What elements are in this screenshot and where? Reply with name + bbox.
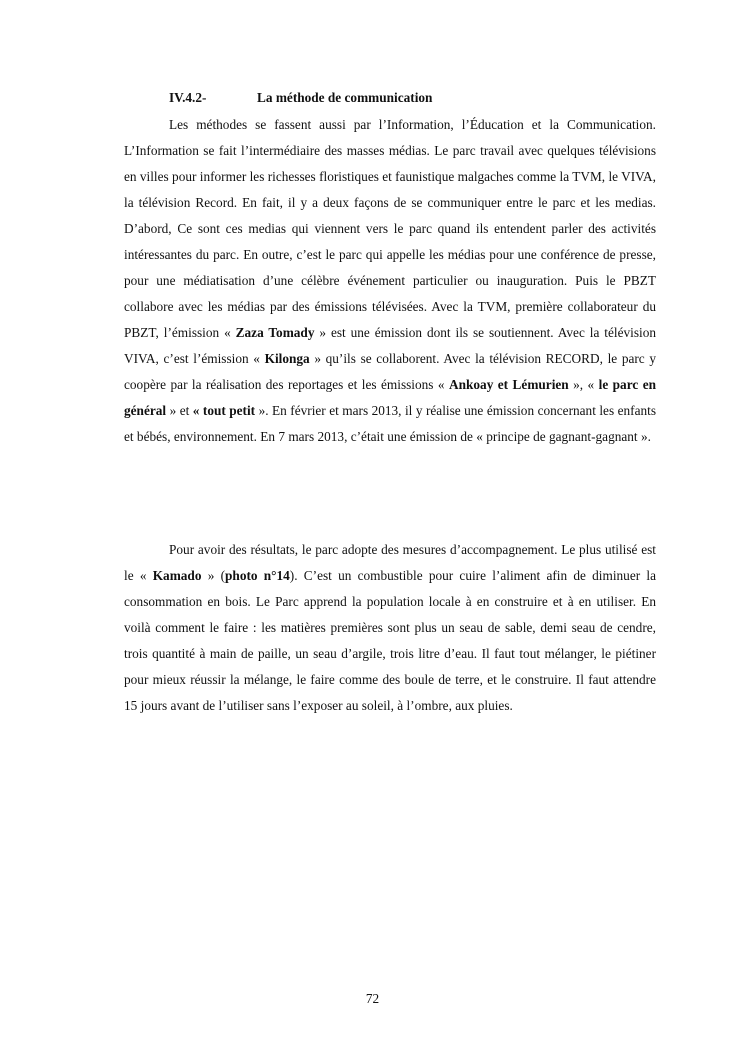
paragraph-communication [124, 112, 656, 450]
text-segment: ». En février et mars 2013, il y réalise une émission concernant les enfants et bébés, environnement. En 7 mars 2013, c’était une émission de « principe de gagnant-gagnant ». [124, 403, 657, 444]
paragraph-kamado [124, 537, 656, 719]
emission-parc-en-general: le parc en général [124, 377, 657, 418]
section-heading [169, 89, 432, 107]
text-segment: Les méthodes se fassent aussi par l’Information, l’Éducation et la Communication. L’Information se fait l’intermédiaire des masses médias. Le parc travail avec quelques télévisions en villes pour informer les richesses floristiques et faunistique malgaches comme la TVM, le VIVA, la télévision Record. En fait, il y a deux façons de se communiquer entre le parc et les medias. D’abord, Ce sont ces medias qui viennent vers le parc quand ils entendent parler des activités intéressantes du parc. En outre, c’est le parc qui appelle les médias pour une conférence de presse, pour une médiatisation d’une célèbre événement particulier ou inauguration. Puis le PBZT collabore avec les médias par des émissions télévisées. Avec la TVM, première collaborateur du PBZT, l’émission « [124, 117, 656, 340]
text-segment: » est une émission dont ils se soutiennent. Avec la télévision VIVA, c’est l’émission « [124, 325, 656, 366]
section-number: IV.4.2- [169, 90, 207, 105]
text-segment: » qu’ils se collaborent. Avec la télévision RECORD, le parc y coopère par la réalisation des reportages et les émissions « [124, 351, 657, 392]
photo-reference: photo n°14 [225, 568, 290, 583]
text-segment: » ( [201, 568, 226, 583]
section-title: La méthode de communication [257, 90, 433, 105]
text-segment: », « [568, 377, 599, 392]
text-segment: ). C’est un combustible pour cuire l’aliment afin de diminuer la consommation en bois. Le Parc apprend la population locale à en construire et à en utiliser. En voilà comment le faire : les matières premières sont plus un seau de sable, demi seau de cendre, trois quantité à main de paille, un seau d’argile, trois litre d’eau. Il faut tout mélanger, le piétiner pour mieux réussir la mélange, le faire comme des boule de terre, et le construire. Il faut attendre 15 jours avant de l’utiliser sans l’exposer au soleil, à l’ombre, aux pluies. [124, 568, 656, 713]
emission-tout-petit: « tout petit [192, 403, 256, 418]
emission-kilonga: Kilonga [264, 351, 310, 366]
text-segment: » et [166, 403, 193, 418]
emission-zaza-tomady: Zaza Tomady [235, 325, 315, 340]
emission-ankoay-lemurien: Ankoay et Lémurien [449, 377, 569, 392]
text-segment: Pour avoir des résultats, le parc adopte des mesures d’accompagnement. Le plus utilisé est le « [124, 542, 656, 583]
kamado-term: Kamado [152, 568, 202, 583]
page-number: 72 [365, 991, 380, 1006]
